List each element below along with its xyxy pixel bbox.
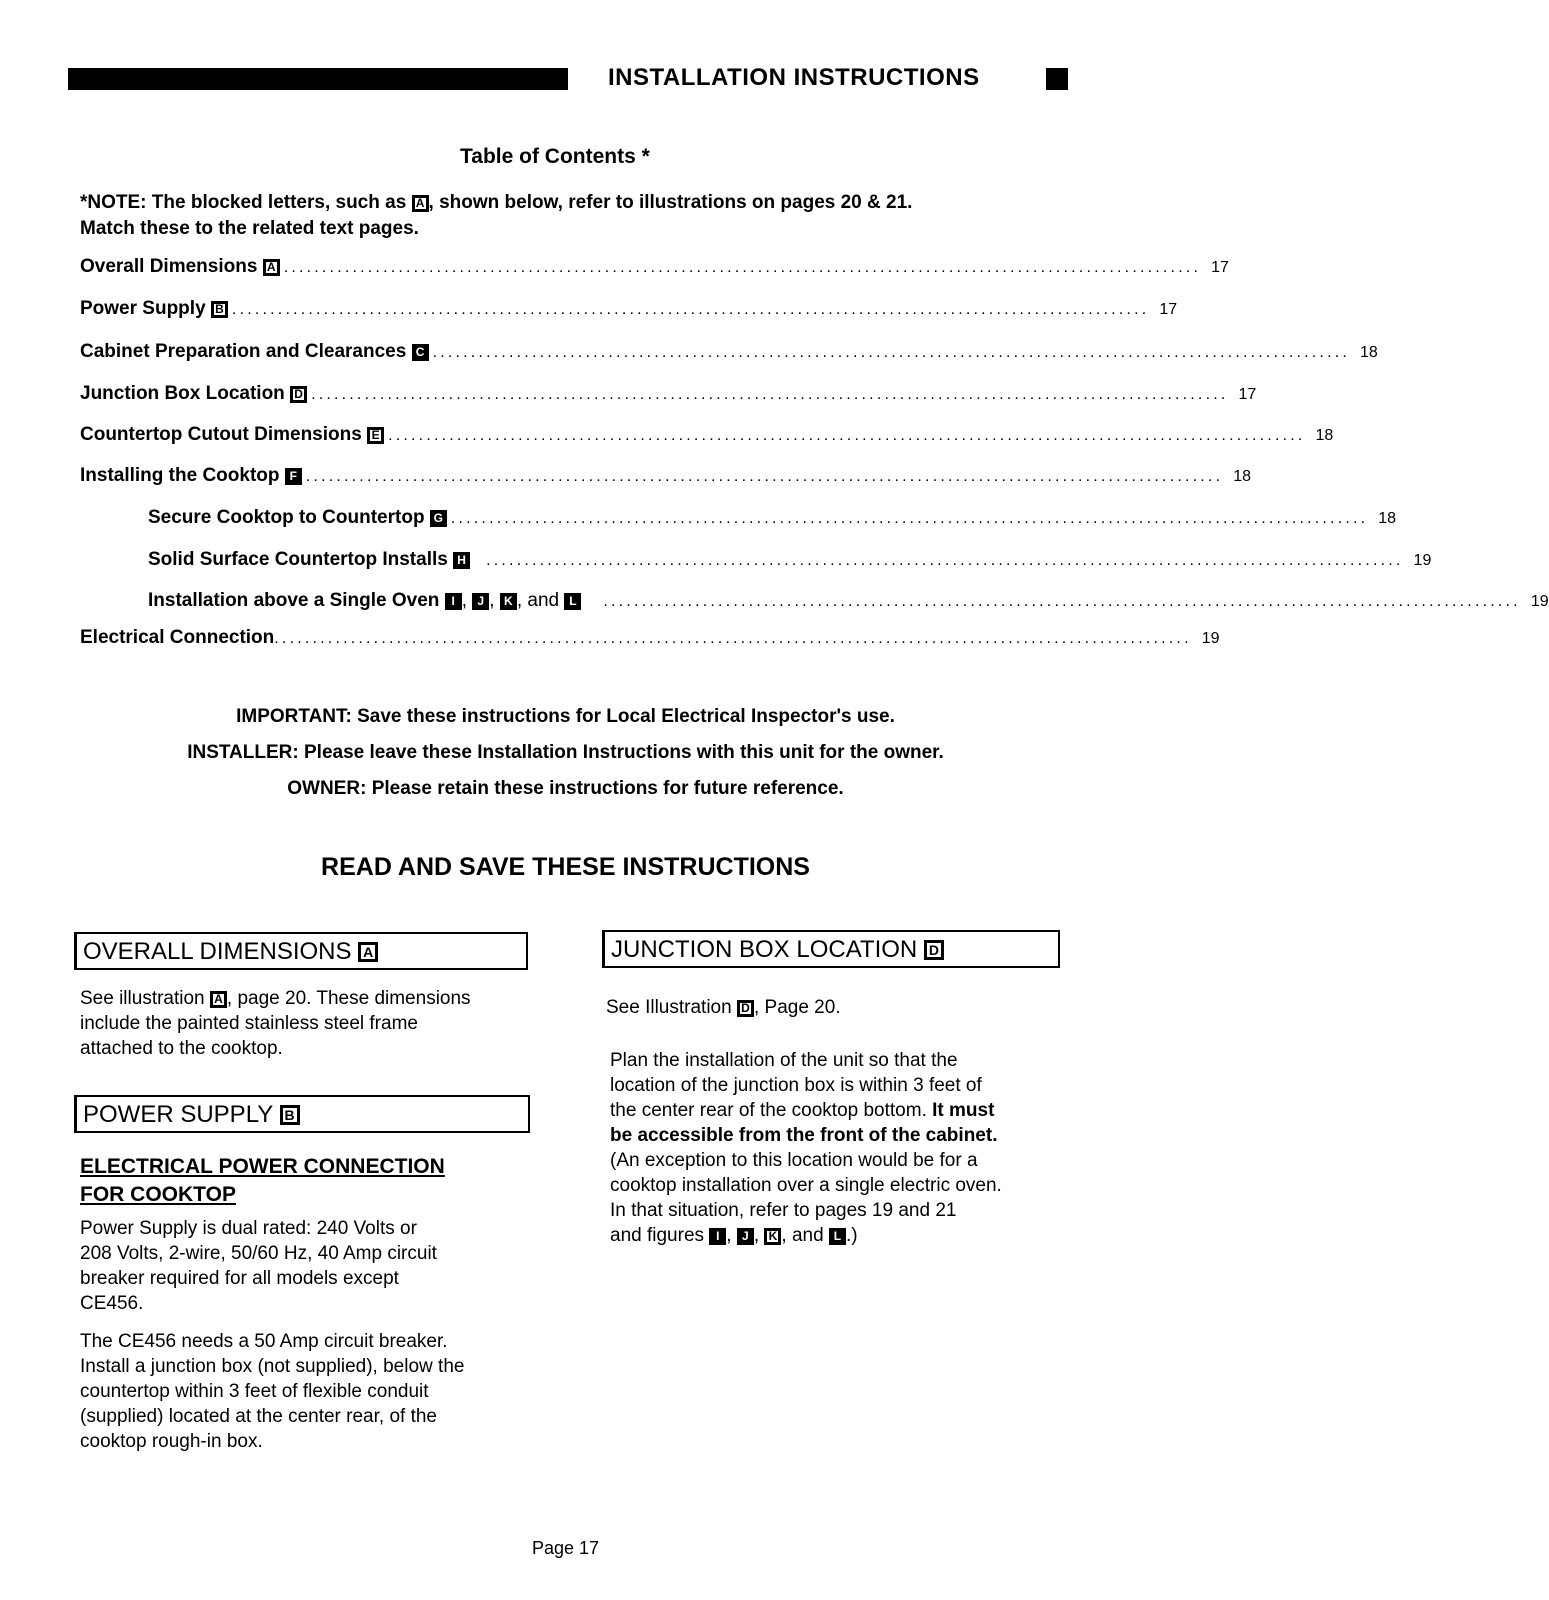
letter-k-icon: K <box>500 593 517 610</box>
letter-j-icon: J <box>472 593 489 610</box>
overall-dimensions-heading: OVERALL DIMENSIONS A <box>74 932 528 970</box>
letter-d-icon: D <box>290 386 307 403</box>
power-text-1: Power Supply is dual rated: 240 Volts or 208 Volts, 2-wire, 50/60 Hz, 40 Amp circuit breaker required for all models except CE456. <box>80 1218 437 1314</box>
toc-item: Secure Cooktop to Countertop G ........................................................................................................................ 18 <box>148 507 1397 528</box>
toc-page-number: 17 <box>1238 386 1257 403</box>
toc-item: Installation above a Single Oven I , J , K , and L ........................................................................................................................ 19 <box>148 590 1549 611</box>
toc-page-number: 19 <box>1530 593 1549 610</box>
letter-c-icon: C <box>412 344 429 361</box>
installer-notice: INSTALLER: Please leave these Installation Instructions with this unit for the owner. <box>187 742 944 763</box>
power-supply-heading: POWER SUPPLY B <box>74 1095 530 1133</box>
toc-title: Table of Contents * <box>460 145 650 168</box>
toc-item: Power Supply B ........................................................................................................................ 17 <box>80 298 1178 319</box>
letter-l-icon: L <box>564 593 581 610</box>
toc-item: Overall Dimensions A ........................................................................................................................ 17 <box>80 256 1229 277</box>
owner-notice: OWNER: Please retain these instructions for future reference. <box>287 778 844 799</box>
letter-a-icon: A <box>263 259 280 276</box>
page-number: Page 17 <box>531 1538 600 1558</box>
letter-i-icon: I <box>445 593 462 610</box>
letter-j-icon: J <box>737 1228 754 1245</box>
letter-i-icon: I <box>709 1228 726 1245</box>
toc-page-number: 19 <box>1201 630 1220 647</box>
junction-box-heading: JUNCTION BOX LOCATION D <box>602 930 1060 968</box>
power-text-2: The CE456 needs a 50 Amp circuit breaker. Install a junction box (not supplied), below the countertop within 3 feet of flexible conduit (supplied) located at the center rear, of the cooktop rough-in box. <box>80 1331 465 1452</box>
letter-a-icon: A <box>358 942 378 962</box>
letter-h-icon: H <box>453 552 470 569</box>
letter-g-icon: G <box>430 510 447 527</box>
letter-a-icon: A <box>210 991 227 1008</box>
toc-item: Junction Box Location D ........................................................................................................................ 17 <box>80 383 1257 404</box>
toc-note: *NOTE: The blocked letters, such as A , shown below, refer to illustrations on pages 20 & 21. Match these to the related text pages. <box>80 192 913 239</box>
overall-dimensions-text: See illustration A , page 20. These dimensions include the painted stainless steel frame attached to the cooktop. <box>80 988 471 1059</box>
toc-page-number: 18 <box>1360 344 1378 361</box>
junction-see-text: See Illustration D , Page 20. <box>606 997 841 1018</box>
power-subheading: ELECTRICAL POWER CONNECTION FOR COOKTOP <box>80 1155 445 1206</box>
toc-page-number: 17 <box>1159 301 1178 318</box>
toc-page-number: 18 <box>1315 427 1334 444</box>
letter-e-icon: E <box>367 427 384 444</box>
toc-item: Electrical Connection ........................................................................................................................ 19 <box>80 627 1220 648</box>
toc-page-number: 17 <box>1211 259 1229 276</box>
important-notice: IMPORTANT: Save these instructions for Local Electrical Inspector's use. <box>236 706 895 727</box>
toc-page-number: 18 <box>1233 468 1252 485</box>
toc-item: Solid Surface Countertop Installs H ........................................................................................................................ 19 <box>148 549 1432 570</box>
header-bar <box>68 68 568 90</box>
letter-l-icon: L <box>829 1228 846 1245</box>
letter-k-icon: K <box>764 1228 781 1245</box>
letter-f-icon: F <box>285 468 302 485</box>
letter-a-icon: A <box>412 195 429 212</box>
letter-d-icon: D <box>737 1000 754 1017</box>
junction-text: Plan the installation of the unit so that the location of the junction box is within 3 feet of the center rear of the cooktop bottom. It must be accessible from the front of the cabinet. (An exception to this location would be for a cooktop installation over a single electric oven. In that situation, refer to pages 19 and 21 and figures I , J , K , and L .) <box>610 1050 1002 1246</box>
toc-item: Installing the Cooktop F ........................................................................................................................ 18 <box>80 465 1252 486</box>
toc-item: Countertop Cutout Dimensions E ........................................................................................................................ 18 <box>80 424 1334 445</box>
letter-b-icon: B <box>211 301 228 318</box>
toc-item: Cabinet Preparation and Clearances C ........................................................................................................................ 18 <box>80 341 1378 362</box>
page-title: INSTALLATION INSTRUCTIONS <box>608 64 980 91</box>
read-save-heading: READ AND SAVE THESE INSTRUCTIONS <box>321 853 810 881</box>
header-square <box>1046 68 1068 90</box>
letter-d-icon: D <box>924 940 944 960</box>
toc-page-number: 18 <box>1378 510 1397 527</box>
toc-page-number: 19 <box>1413 552 1432 569</box>
letter-b-icon: B <box>280 1105 300 1125</box>
